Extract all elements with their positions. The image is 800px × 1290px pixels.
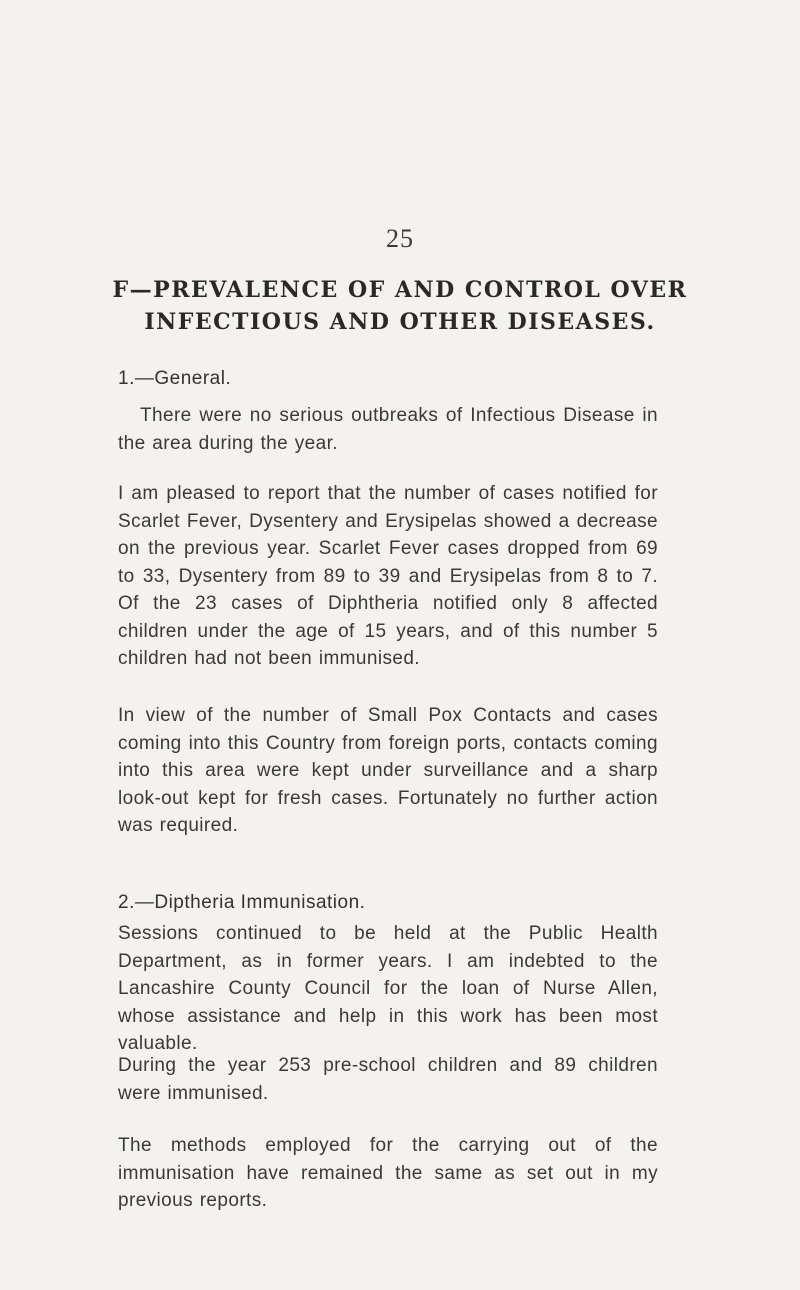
- section-heading-general: 1.—General.: [118, 368, 232, 389]
- page-number: 25: [386, 224, 414, 253]
- title-line-1: F—PREVALENCE OF AND CONTROL OVER: [112, 277, 688, 303]
- paragraph: During the year 253 pre-school children and 89 children were immunised.: [118, 1055, 658, 1104]
- page-title: [90, 274, 710, 338]
- paragraph: Sessions continued to be held at the Public Health Department, as in former years. I am indebted to the Lancashire County Council for the loan of Nurse Allen, whose assistance and help in this work has been most valuable.: [118, 923, 658, 1054]
- paragraph: There were no serious outbreaks of Infectious Disease in the area during the year.: [118, 405, 658, 454]
- paragraph: I am pleased to report that the number of cases notified for Scarlet Fever, Dysentery and Erysipelas showed a decrease on the previous year. Scarlet Fever cases dropped from 69 to 33, Dysentery from 89 to 39 and Erysipelas from 8 to 7. Of the 23 cases of Diphtheria notified only 8 affected children under the age of 15 years, and of this number 5 children had not been immunised.: [118, 483, 658, 669]
- paragraph: The methods employed for the carrying out of the immunisation have remained the same as set out in my previous reports.: [118, 1135, 658, 1211]
- title-line-2: INFECTIOUS AND OTHER DISEASES.: [144, 309, 656, 335]
- section-heading-immunisation: 2.—Diptheria Immunisation.: [118, 892, 366, 913]
- paragraph: In view of the number of Small Pox Contacts and cases coming into this Country from foreign ports, contacts coming into this area were kept under surveillance and a sharp look-out kept for fresh cases. Fortunately no further action was required.: [118, 705, 658, 836]
